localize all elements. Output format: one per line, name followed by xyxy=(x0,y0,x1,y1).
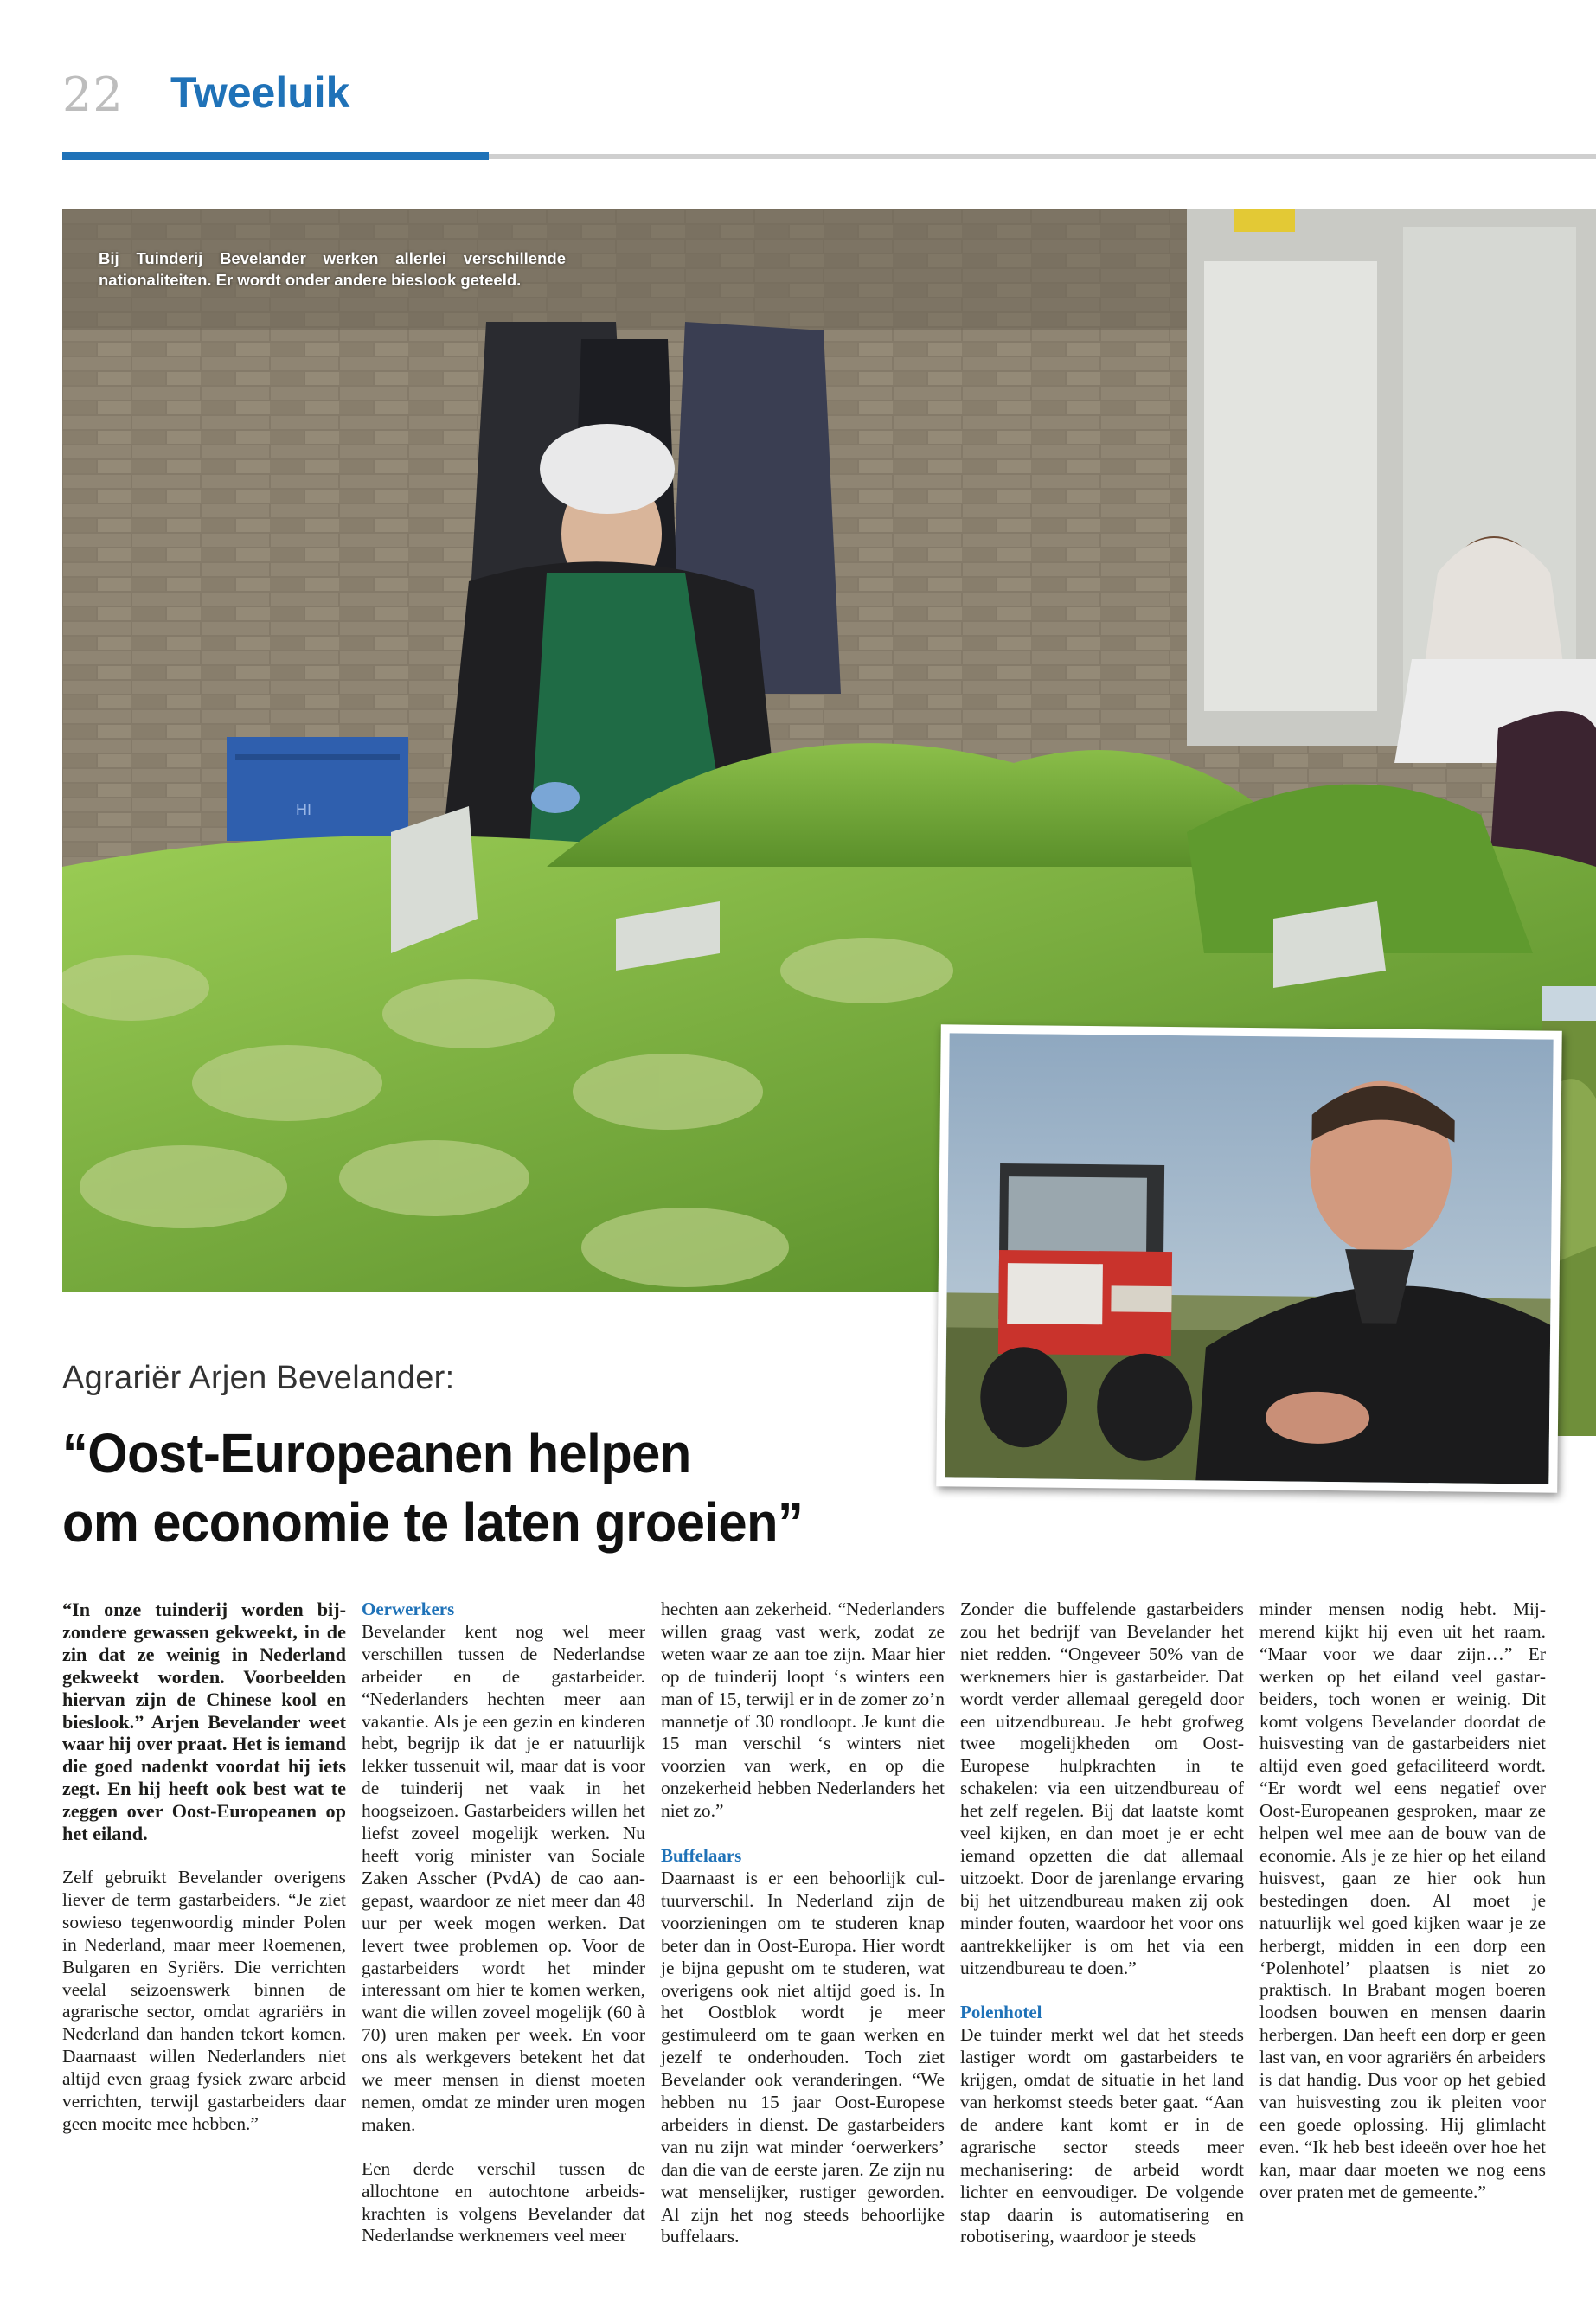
body-paragraph: Zonder die buffelende gastarbeiders zou het bedrijf van Bevelander het niet redden. “Ongeveer 50% van de werknemers hier is gastarbeider. Dat wordt verder allemaal geregeld door een uitzendbureau. Je hebt grofweg twee mogelijkheden om Oost-Europese hulpkrachten in te schakelen: via een uitzendbureau of het zelf regelen. Bij dat laatste komt veel kijken, en dan moet je er echt iemand opzetten die dat allemaal uitzoekt. Door de jarenlange ervaring bij het uitzendbureau maken zij ook minder fouten, waardoor het voor ons aantrekkelijker is om het via een uitzendbureau te doen.” xyxy=(960,1599,1244,1978)
subheading-buffelaars: Buffelaars xyxy=(661,1845,742,1867)
body-paragraph: Bevelander kent nog wel meer verschillen tussen de Nederlandse arbeider en de gastarbeider. “Nederlanders hechten meer aan vakantie. Als je een gezin en kinderen hebt, begrijp ik dat je er natuurlijk lekker tussenuit wil, maar dat is voor de tuinderij net vaak in het hoogseizoen. Gastarbeiders willen het liefst zoveel mogelijk werken. Nu heeft vorig minister van Sociale Zaken Asscher (PvdA) de cao aangepast, waardoor ze niet meer dan 48 uur per week mogen werken. Dat levert twee problemen op. Voor de gastarbeiders wordt het minder interessant om hier te komen werken, want die willen zoveel mogelijk (60 à 70) uren maken per week. En voor ons als werkgevers betekent het dat we meer mensen in dienst moeten nemen, omdat ze minder uren mogen maken. xyxy=(362,1620,645,2135)
farmer-tractor-photo xyxy=(945,1033,1553,1484)
page-number: 22 xyxy=(62,67,124,122)
article-column-1 xyxy=(62,1599,346,2136)
portrait-photo xyxy=(936,1024,1562,1492)
body-paragraph: De tuinder merkt wel dat het steeds lastiger wordt om gastarbeiders te krijgen, omdat de situatie in het land van herkomst steeds beter gaat. “Aan de andere kant komt er in de agrarische sector steeds meer mechanisering: de arbeid wordt lichter en eenvoudiger. De volgende stap daarin is automatisering en robotisering, waardoor je steeds xyxy=(960,2024,1244,2247)
crate-label: HI xyxy=(296,801,311,818)
article-kicker: Agrariër Arjen Bevelander: xyxy=(62,1360,455,1396)
headline-line-2: om economie te laten groeien” xyxy=(62,1491,804,1554)
subheading-polenhotel: Polenhotel xyxy=(960,2002,1042,2023)
article-headline xyxy=(62,1419,867,1557)
article-column-2 xyxy=(362,1599,645,2247)
header-rule xyxy=(489,154,1596,159)
section-title: Tweeluik xyxy=(170,68,350,117)
body-paragraph: Zelf gebruikt Bevelander overigens liever de term gastarbeiders. “Je ziet sowieso tegenwoordig minder Polen in Nederland, maar meer Roemenen, Bulgaren en Syriërs. Die verrichten veelal seizoenswerk binnen de agrarische sector, omdat agrariërs in Nederland dan handen tekort komen. Daarnaast willen Nederlanders niet altijd even graag fysiek zware arbeid verrichten, terwijl gastarbeiders daar geen moeite mee hebben.” xyxy=(62,1866,346,2134)
article-column-3 xyxy=(661,1599,945,2248)
article-intro: “In onze tuinderij worden bijzondere gewassen gekweekt, in de zin dat ze weinig in Nederland gekweekt worden. Voorbeelden hiervan zijn de Chinese kool en bieslook.” Arjen Bevelander weet waar hij over praat. Het is iemand die goed nadenkt voordat hij iets zegt. En hij heeft ook best wat te zeggen over Oost-Europeanen op het eiland. xyxy=(62,1599,346,1845)
body-paragraph: Daarnaast is er een behoorlijk cultuurverschil. In Nederland zijn de voorzieningen om te studeren knap beter dan in Oost-Europa. Hier wordt je bijna gepusht om te studeren, wat overigens ook niet altijd goed is. In het Oostblok wordt je meer gestimuleerd om te gaan werken en jezelf te onderhouden. Toch ziet Bevelander ook veranderingen. “We hebben nu 15 jaar Oost-Europese arbeiders in dienst. De gastarbeiders van nu zijn wat minder ‘oerwerkers’ dan die van de eerste jaren. Ze zijn nu wat menselijker, rustiger geworden. Al zijn het nog steeds behoorlijke buffelaars. xyxy=(661,1867,945,2247)
body-paragraph: minder mensen nodig hebt. Mijmerend kijkt hij even uit het raam. “Maar voor we daar zijn…” Er werken op het eiland veel gastarbeiders, toch wonen er weinig. Dit komt volgens Bevelander doordat de huisvesting van de gastarbeiders niet altijd even goed gefaciliteerd wordt. “Er wordt wel eens negatief over Oost-Europeanen gesproken, maar ze helpen wel mee aan de bouw van de economie. Als je ze hier op het eiland huisvest, gaan ze hier ook hun bestedingen doen. Al moet je natuurlijk wel goed kijken waar je ze herbergt, midden in een dorp een ‘Polenhotel’ plaatsen is niet zo praktisch. In Brabant mogen boeren loodsen bouwen en mensen daarin herbergen. Dan heeft een dorp er geen last van, en voor agrariërs én arbeiders is dat handig. Dus voor op het gebied van huisvesting zou ik pleiten voor een goede oplossing. Hij glimlacht even. “Ik heb best ideeën over hoe het kan, maar daar moeten we nog eens over praten met de gemeente.” xyxy=(1259,1599,1546,2202)
body-paragraph: hechten aan zekerheid. “Nederlanders willen graag vast werk, zodat ze weten waar ze aan toe zijn. Maar hier op de tuinderij loopt ‘s winters een man of 15, terwijl er in de zomer zo’n mannetje of 30 rondloopt. Je kunt die 15 man verschil ‘s winters niet voorzien van werk, en op die onzekerheid hebben Nederlanders het niet zo.” xyxy=(661,1599,945,1822)
subheading-oerwerkers: Oerwerkers xyxy=(362,1599,455,1619)
photo-caption: Bij Tuinderij Bevelander werken allerlei verschillende nationaliteiten. Er wordt onder andere bieslook geteeld. xyxy=(99,249,566,289)
article-column-5 xyxy=(1259,1599,1546,2203)
body-paragraph: Een derde verschil tussen de allochtone en autochtone arbeidskrachten is volgens Bevelander dat Nederlandse werknemers veel meer xyxy=(362,2157,645,2247)
article-column-4 xyxy=(960,1599,1244,2248)
headline-line-1: “Oost-Europeanen helpen xyxy=(62,1422,691,1484)
header-rule-accent xyxy=(62,152,489,160)
